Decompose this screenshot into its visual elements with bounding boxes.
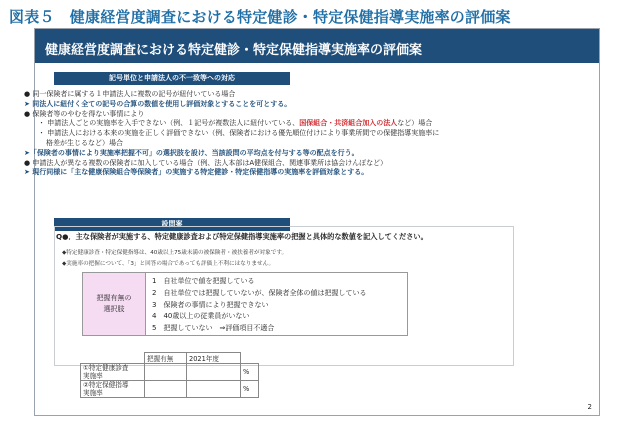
bullet-line: ● 保険者等のやむを得ない事情により [24,109,145,118]
mismatch-bullets [24,90,554,178]
table-row [81,364,259,381]
bullet-line: ● 申請法人が異なる複数の保険者に加入している場合（例、法人本部はA健保組合、関連事業所は協会けんぽなど） [24,158,388,167]
bullet-text: など）場合 [397,119,433,128]
bullet-line: ➤ 現行同様に「主な健康保険組合等保険者」の実施する特定健診・特定保健指導の実施率を評価対象とする。 [24,168,369,177]
choice-option[interactable]: 4 40歳以上の従業員がいない [152,312,250,321]
figure-title: 図表５ 健康経営度調査における特定健診・特定保健指導実施率の評価案 [9,8,511,26]
value-cell[interactable] [187,364,241,381]
question-text: Q●．主な保険者が実施する、特定健康診査および特定保健指導実施率の把握と具体的な数値を記入してください。 [56,232,428,241]
section-label-mismatch: 記号単位と申請法人の不一致等への対応 [54,72,290,85]
table-corner [81,353,145,364]
bullet-line [24,119,554,129]
choice-label [82,272,146,336]
row-label: ②特定保健指導 実施率 [81,381,145,398]
unit-cell: % [241,381,259,398]
column-header: 2021年度 [187,353,241,364]
choice-option[interactable]: 1 自社単位で値を把握している [152,277,255,285]
slide-header: 健康経営度調査における特定健診・特定保健指導実施率の評価案 [35,29,599,63]
highlight-text: 国保組合・共済組合加入の法人 [299,119,398,128]
table-header-row [81,353,259,364]
choice-options [146,272,408,336]
choice-label-line: 選択肢 [103,305,125,313]
note-line: ◆実施率の把握について、「3」と回答の場合であっても評価上不利にはなりません。 [62,261,275,267]
column-header: 把握有無 [145,353,187,364]
section-label-question: 設問案 [54,218,290,231]
row-label: ①特定健康診査 実施率 [81,364,145,381]
choice-option[interactable]: 2 自社単位では把握していないが、保険者全体の値は把握している [152,288,367,297]
unit-cell: % [241,364,259,381]
note-line: ◆特定健康診査・特定保健指導は、40歳以上75歳未満の被保険者・被扶養者が対象です。 [62,250,288,256]
bullet-line: ● 同一保険者に属する１申請法人に複数の記号が紐付いている場合 [24,90,236,98]
choice-option[interactable]: 3 保険者の事情により把握できない [152,300,269,309]
table-row [81,381,259,398]
table-corner [241,353,259,364]
grasp-cell[interactable] [145,364,187,381]
choice-option[interactable]: 5 把握していない ⇒評価項目不適合 [152,324,275,333]
bullet-text: ・ 申請法人ごとの実施率を入手できない（例、１記号が複数法人に紐付いている、 [38,119,300,128]
choice-label-line: 把握有無の [96,294,132,302]
grasp-cell[interactable] [145,381,187,398]
bullet-line: ➤「保険者の事情により実施率把握不可」の選択肢を設け、当該設問の平均点を付与する等の配点を行う。 [24,148,359,157]
answer-table [80,352,259,398]
bullet-line: ➤ 同法人に紐付く全ての記号の合算の数値を使用し評価対象とすることを可とする。 [24,99,292,108]
bullet-line: ・ 申請法人における本来の実施を正しく評価できない（例、保険者における優先順位付けにより事業所間での保健指導実施率に [38,129,440,138]
page-number: 2 [587,403,592,411]
value-cell[interactable] [187,381,241,398]
bullet-line: 格差が生じるなど）場合 [46,138,123,147]
